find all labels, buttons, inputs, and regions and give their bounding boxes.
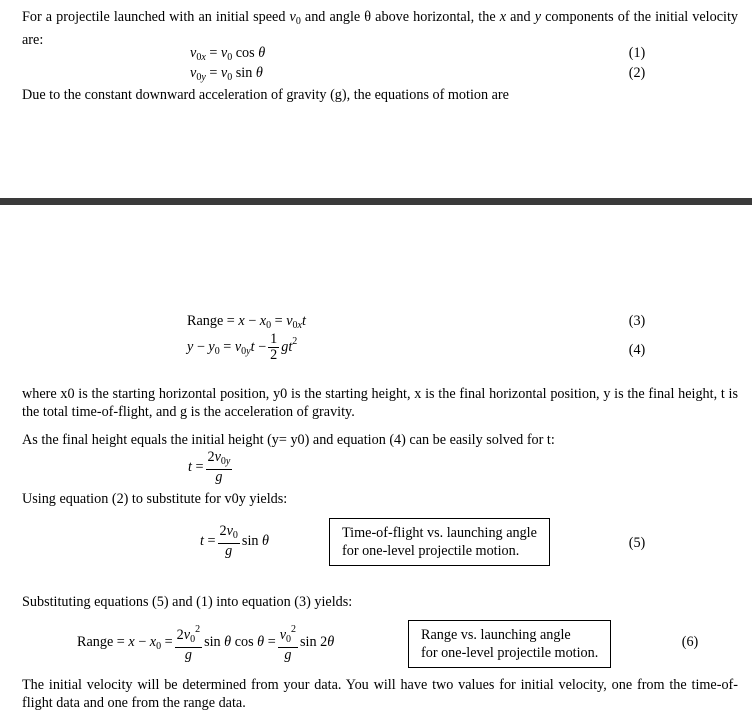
v0-subscript: 0 <box>295 16 301 27</box>
where-paragraph: where x0 is the starting horizontal position, y0 is the starting height, x is the final horizontal position, y is the final height, t is the total time-of-flight, and g is the acceleration of gravity. <box>22 386 738 420</box>
intro-text-a: For a projectile launched with an initial speed <box>22 9 290 25</box>
equation-4-number: (4) <box>628 342 646 358</box>
equation-2: $v_{0y} = v_0$ sin θ <box>190 65 263 83</box>
using-paragraph: Using equation (2) to substitute for v0y yields: <box>22 491 288 507</box>
section-divider <box>0 198 752 205</box>
equation-1-number: (1) <box>628 45 646 61</box>
box1-line2: for one-level projectile motion. <box>342 543 520 559</box>
equation-5: t = $\frac{2v_0}{g}$ sin θ <box>200 523 270 559</box>
equation-1: $v_{0x} = v_0$ cos θ <box>190 45 266 63</box>
box-time-of-flight <box>329 518 550 566</box>
box2-line1: Range vs. launching angle <box>421 627 571 643</box>
equation-3: Range = $x - x_0 = v_{0x}t$ <box>187 313 306 331</box>
equation-6: Range = $x - x_0$ = $\frac{2v_0^2}{g}$ sin θ cos θ = $\frac{v_0^2}{g}$ sin 2θ <box>77 624 335 663</box>
as-paragraph: As the final height equals the initial height (y= y0) and equation (4) can be easily solved for t: <box>22 432 555 448</box>
equation-4: $y - y_0 = v_{0y}t$ − $\frac{1}{2}$ $gt^2$ <box>187 331 298 363</box>
equation-3-number: (3) <box>628 313 646 329</box>
final-paragraph: The initial velocity will be determined from your data. You will have two values for initial velocity, one from the time-of-flight data and one from the range data. <box>22 677 738 711</box>
intro-text-b: and angle θ above horizontal, the <box>300 9 500 25</box>
y-symbol: y <box>534 9 542 25</box>
equation-t-v0y: t = $\frac{2v_{0y}}{g}$ <box>188 449 231 485</box>
equation-5-number: (5) <box>628 535 646 551</box>
equation-2-number: (2) <box>628 65 646 81</box>
x-symbol: x <box>499 9 507 25</box>
intro-paragraph <box>22 8 738 49</box>
box-range <box>408 620 611 668</box>
range-word: Range <box>187 313 224 329</box>
box2-line2: for one-level projectile motion. <box>421 645 599 661</box>
intro-text-c: and <box>506 9 535 25</box>
gravity-paragraph: Due to the constant downward acceleration of gravity (g), the equations of motion are <box>22 87 509 103</box>
intro-text-d: components of the initial velocity are: <box>22 9 738 48</box>
box1-line1: Time-of-flight vs. launching angle <box>342 525 537 541</box>
v0-symbol: v <box>289 9 296 25</box>
equation-6-number: (6) <box>681 634 699 650</box>
substituting-paragraph: Substituting equations (5) and (1) into equation (3) yields: <box>22 594 353 610</box>
